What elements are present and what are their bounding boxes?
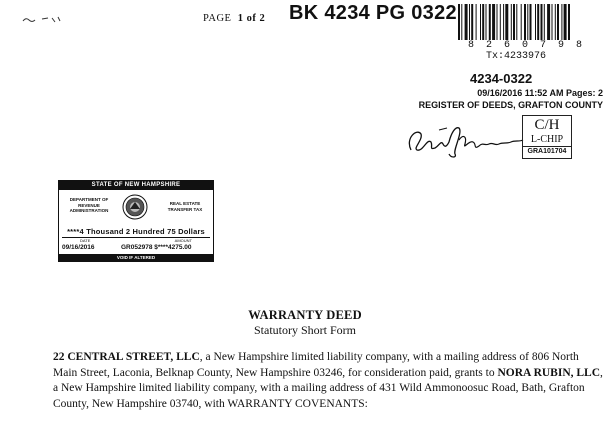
ch-label: C/H — [534, 117, 560, 133]
stamp-serial-amount: GR052978 $****4275.00 — [121, 244, 192, 251]
registry-name: REGISTER OF DEEDS, GRAFTON COUNTY — [418, 100, 603, 110]
barcode-bar — [471, 4, 473, 40]
barcode-bar — [480, 4, 481, 40]
barcode-bar — [527, 4, 528, 40]
document-number: 4234-0322 — [470, 71, 533, 86]
barcode-bar — [511, 4, 512, 40]
barcode-bar — [541, 4, 543, 40]
barcode-bar — [486, 4, 487, 40]
barcode-bar — [458, 4, 460, 40]
stamp-date-label: DATE — [80, 238, 91, 243]
transfer-tax-stamp — [58, 180, 214, 262]
barcode-bar — [561, 4, 562, 40]
register-signature — [403, 120, 525, 160]
barcode-bar — [555, 4, 556, 40]
barcode-bar — [465, 4, 468, 40]
barcode-bar — [516, 4, 517, 40]
barcode-bar — [503, 4, 504, 40]
barcode-number: 8 2 6 0 7 9 8 — [468, 40, 586, 51]
recording-timestamp: 09/16/2016 11:52 AM Pages: 2 — [477, 88, 603, 98]
barcode-bar — [537, 4, 539, 40]
deed-text-2: , a New Hampshire limited liability company, with a mailing address of 431 Wild Ammonoosuc Road, Bath, Grafton County, New Hampshire 03740, with WARRANTY COVENANTS: — [53, 366, 603, 410]
stamp-amount-label: AMOUNT — [174, 238, 192, 243]
barcode-bar — [535, 4, 536, 40]
barcode-bar — [552, 4, 553, 40]
barcode-bar — [492, 4, 495, 40]
barcode-bar — [521, 4, 522, 40]
barcode-bar — [482, 4, 484, 40]
barcode-bar — [530, 4, 532, 40]
book-page-reference: BK 4234 PG 0322 — [289, 2, 457, 24]
barcode-bar — [469, 4, 470, 40]
barcode-bar — [564, 4, 567, 40]
page-number: PAGE 1 of 2 — [203, 13, 266, 24]
stamp-tax-type: REAL ESTATE TRANSFER TAX — [167, 201, 203, 212]
stamp-date: 09/16/2016 — [62, 244, 95, 251]
deed-text-1: , a New Hampshire limited liability company, with a mailing address of 806 North Main Street, Laconia, Belknap County, New Hampshire 03246, for consideration paid, grants to — [53, 351, 579, 379]
barcode-bar — [476, 4, 477, 40]
state-seal-icon — [122, 194, 148, 220]
barcode-bar — [547, 4, 550, 40]
barcode-bar — [557, 4, 559, 40]
barcode-bar — [524, 4, 526, 40]
lchip-label: L-CHIP — [530, 134, 564, 145]
barcode-bar — [568, 4, 570, 40]
barcode-bar — [544, 4, 545, 40]
barcode — [458, 4, 604, 40]
deed-title: WARRANTY DEED — [248, 308, 362, 322]
barcode-bar — [461, 4, 462, 40]
barcode-bar — [500, 4, 501, 40]
stamp-department: DEPARTMENT OF REVENUE ADMINISTRATION — [69, 197, 109, 213]
grantee-name: NORA RUBIN, LLC — [497, 366, 601, 379]
transaction-id: Tx:4233976 — [486, 51, 547, 62]
stamp-footer: VOID IF ALTERED — [59, 254, 213, 261]
stamp-header: STATE OF NEW HAMPSHIRE — [59, 181, 213, 190]
barcode-bar — [513, 4, 515, 40]
deed-paragraph — [53, 350, 605, 412]
deed-subtitle: Statutory Short Form — [253, 323, 356, 337]
stamp-amount-words: ****4 Thousand 2 Hundred 75 Dollars — [67, 227, 205, 236]
barcode-bar — [489, 4, 491, 40]
handwritten-mark — [22, 14, 66, 24]
barcode-bar — [497, 4, 498, 40]
grantor-name: 22 CENTRAL STREET, LLC — [53, 351, 200, 363]
barcode-bar — [505, 4, 508, 40]
lchip-box — [522, 115, 572, 159]
registry-code: GRA101704 — [523, 146, 571, 155]
